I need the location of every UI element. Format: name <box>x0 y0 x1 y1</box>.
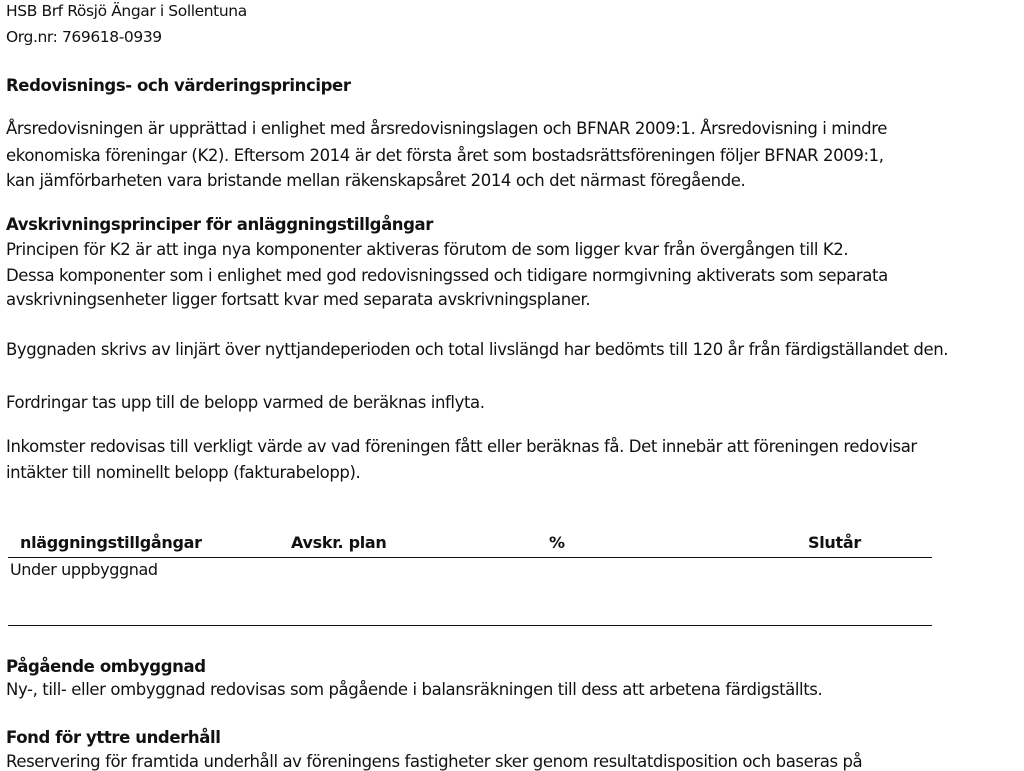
fund-heading: Fond för yttre underhåll <box>6 728 221 747</box>
table-bottom-rule <box>8 625 932 626</box>
table-header-final-year: Slutår <box>808 533 861 552</box>
table-row: Under uppbyggnad <box>10 560 158 579</box>
principles-line-2: ekonomiska föreningar (K2). Eftersom 2014 är det första året som bostadsrättsföreningen följer BFNAR 2009:1, <box>6 146 884 165</box>
receivables-paragraph: Fordringar tas upp till de belopp varmed de beräknas inflyta. <box>6 393 485 412</box>
depreciation-heading: Avskrivningsprinciper för anläggningstillgångar <box>6 215 434 234</box>
table-header-percent: % <box>549 533 565 552</box>
ongoing-paragraph: Ny-, till- eller ombyggnad redovisas som pågående i balansräkningen till dess att arbetena färdigställts. <box>6 680 823 699</box>
fund-paragraph: Reservering för framtida underhåll av föreningens fastigheter sker genom resultatdisposition och baseras på <box>6 752 863 771</box>
income-line-2: intäkter till nominellt belopp (fakturabelopp). <box>6 463 361 482</box>
principles-line-1: Årsredovisningen är upprättad i enlighet med årsredovisningslagen och BFNAR 2009:1. Årsredovisning i mindre <box>6 119 888 138</box>
depreciation-line-1: Principen för K2 är att inga nya komponenter aktiveras förutom de som ligger kvar från övergången till K2. <box>6 240 849 259</box>
depreciation-line-2: Dessa komponenter som i enlighet med god redovisningssed och tidigare normgivning aktiverats som separata <box>6 266 888 285</box>
principles-heading: Redovisnings- och värderingsprinciper <box>6 76 351 95</box>
depreciation-line-3: avskrivningsenheter ligger fortsatt kvar med separata avskrivningsplaner. <box>6 290 591 309</box>
table-header-depreciation-plan: Avskr. plan <box>291 533 387 552</box>
table-header-rule <box>8 557 932 558</box>
income-line-1: Inkomster redovisas till verkligt värde av vad föreningen fått eller beräknas få. Det innebär att föreningen redovisar <box>6 437 917 456</box>
association-name: HSB Brf Rösjö Ängar i Sollentuna <box>6 2 247 20</box>
table-header-assets: nläggningstillgångar <box>20 533 202 552</box>
principles-line-3: kan jämförbarheten vara bristande mellan räkenskapsåret 2014 och det närmast föregående. <box>6 171 746 190</box>
ongoing-heading: Pågående ombyggnad <box>6 657 206 676</box>
organisation-number: Org.nr: 769618-0939 <box>6 28 162 46</box>
building-paragraph: Byggnaden skrivs av linjärt över nyttjandeperioden och total livslängd har bedömts till 120 år från färdigställandet den. <box>6 340 949 359</box>
